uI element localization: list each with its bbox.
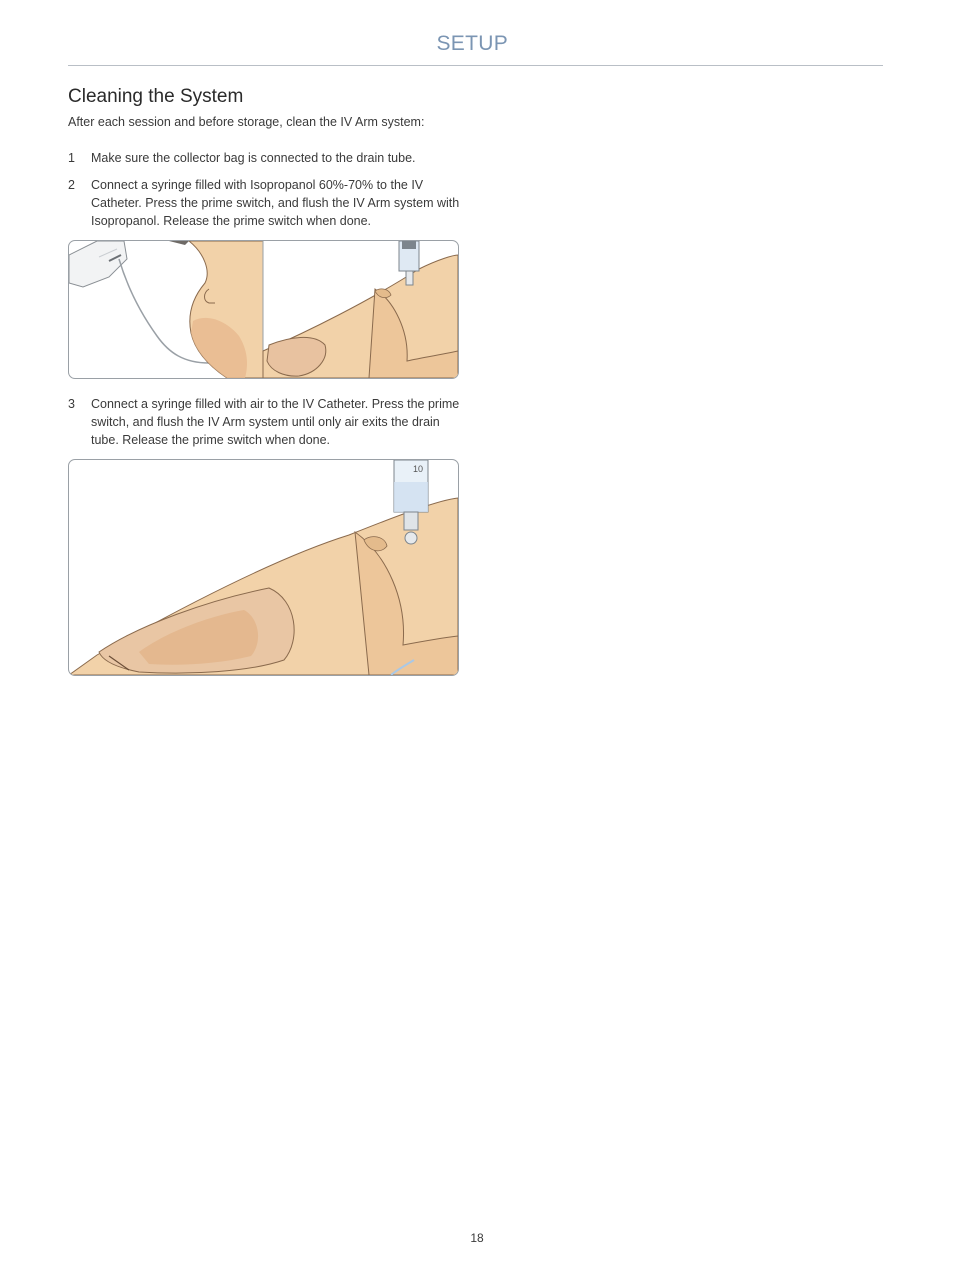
arm-right-panel xyxy=(263,255,458,378)
step-number: 1 xyxy=(68,151,75,165)
step-number: 3 xyxy=(68,397,75,411)
section-header xyxy=(68,30,883,66)
intro-text: After each session and before storage, clean the IV Arm system: xyxy=(68,115,425,129)
page-title: Cleaning the System xyxy=(68,86,244,107)
illustration-air-flush xyxy=(69,460,458,675)
arm-left-panel xyxy=(169,241,263,378)
syringe-mark: 10 xyxy=(413,464,424,474)
step-1 xyxy=(68,149,460,167)
illustration-drain-and-syringe xyxy=(69,241,458,378)
step-3 xyxy=(68,395,460,449)
step-2 xyxy=(68,176,460,230)
step-text: Make sure the collector bag is connected to the drain tube. xyxy=(91,151,416,165)
figure-air-syringe xyxy=(68,459,459,676)
arm xyxy=(69,498,458,675)
page-number: 18 xyxy=(470,1231,484,1245)
section-title: SETUP xyxy=(436,32,508,55)
collector-bag xyxy=(69,241,127,287)
figure-collector-bag-and-syringe xyxy=(68,240,459,379)
step-number: 2 xyxy=(68,178,75,192)
step-text: Connect a syringe filled with air to the IV Catheter. Press the prime switch, and flush the IV Arm system until only air exits the drain tube. Release the prime switch when done. xyxy=(91,397,460,447)
step-text: Connect a syringe filled with Isopropanol 60%-70% to the IV Catheter. Press the prime switch, and flush the IV Arm system with Isopropanol. Release the prime switch when done. xyxy=(91,178,460,228)
